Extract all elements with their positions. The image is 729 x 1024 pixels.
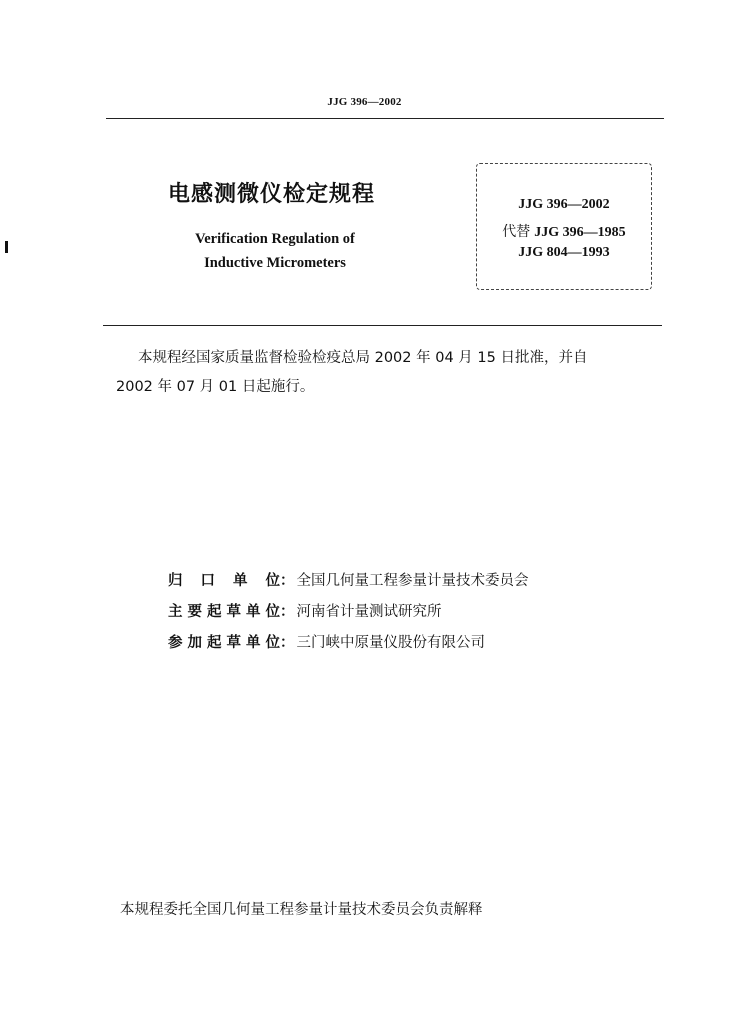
unit-colon: ： — [280, 635, 295, 651]
unit-row-participating-drafter — [168, 631, 529, 662]
title-english-line-1: Verification Regulation of — [195, 231, 355, 247]
approval-line-2: 2002 年 07 月 01 日起施行。 — [116, 379, 315, 395]
running-header-code: JJG 396—2002 — [327, 96, 402, 108]
interpretation-note: 本规程委托全国几何量工程参量计量技术委员会负责解释 — [120, 902, 483, 918]
drafting-units — [168, 569, 529, 662]
scan-margin-mark — [5, 241, 8, 253]
replaces-prefix: 代替 — [502, 224, 531, 240]
section-rule — [103, 325, 662, 326]
unit-value: 全国几何量工程参量计量技术委员会 — [296, 573, 529, 589]
document-title-english — [150, 227, 400, 275]
unit-label: 归口单位 — [168, 573, 280, 589]
unit-colon: ： — [280, 573, 295, 589]
replaced-code-1: JJG 396—1985 — [534, 225, 626, 240]
replaced-code-line-1 — [477, 221, 651, 241]
approval-statement — [116, 344, 661, 402]
title-english-line-2: Inductive Micrometers — [204, 255, 346, 271]
unit-value: 河南省计量测试研究所 — [296, 604, 442, 620]
unit-label: 参加起草单位 — [168, 635, 280, 651]
unit-label: 主要起草单位 — [168, 604, 280, 620]
unit-colon: ： — [280, 604, 295, 620]
standard-code-box — [476, 163, 652, 290]
current-standard-code: JJG 396—2002 — [518, 197, 610, 212]
unit-row-responsible — [168, 569, 529, 600]
document-title-chinese: 电感测微仪检定规程 — [168, 182, 376, 207]
unit-value: 三门峡中原量仪股份有限公司 — [296, 635, 485, 651]
header-rule — [106, 118, 664, 119]
replaced-code-2: JJG 804—1993 — [518, 245, 610, 260]
unit-row-main-drafter — [168, 600, 529, 631]
approval-line-1: 本规程经国家质量监督检验检疫总局 2002 年 04 月 15 日批准，并自 — [138, 350, 588, 366]
